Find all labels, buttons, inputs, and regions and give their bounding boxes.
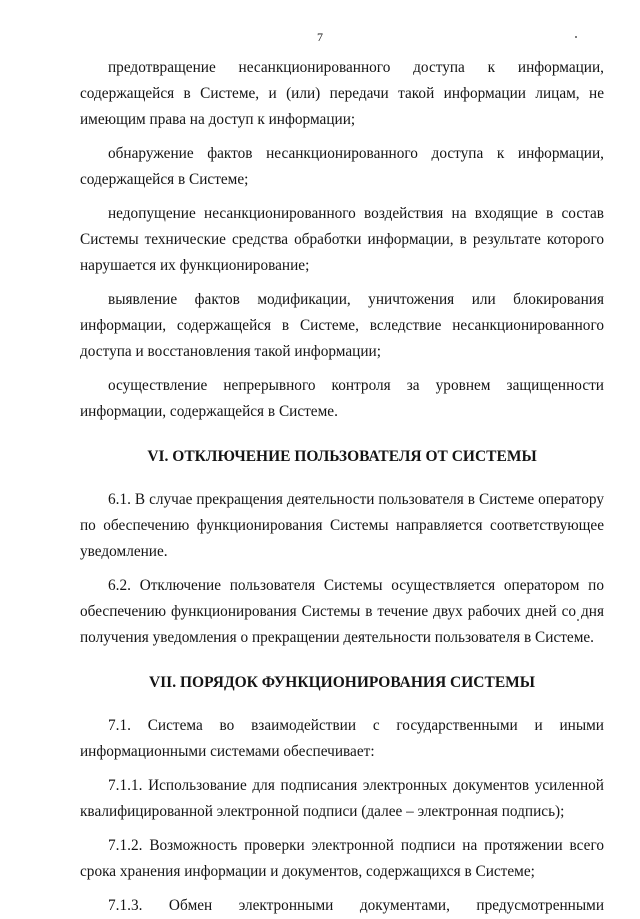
text-line: недопущение несанкционированного воздействия на входящие в состав	[108, 205, 604, 222]
document-body	[80, 55, 604, 919]
text-line: 6.2. Отключение пользователя Системы осуществляется оператором по	[108, 577, 604, 594]
text-line: уведомление.	[80, 543, 168, 560]
text-line: содержащейся в Системе;	[80, 171, 249, 188]
text-line: обеспечению функционирования Системы в течение двух рабочих дней со дня	[80, 603, 604, 620]
page-number: 7	[317, 30, 323, 44]
paragraph	[80, 287, 604, 365]
text-line: информации, содержащейся в Системе, вследствие несанкционированного	[80, 317, 604, 334]
text-line: срока хранения информации и документов, содержащихся в Системе;	[80, 863, 535, 880]
text-line: выявление фактов модификации, уничтожения или блокирования	[108, 291, 604, 308]
text-line: содержащейся в Системе, и (или) передачи такой информации лицам, не	[80, 85, 604, 102]
text-line: получения уведомления о прекращении деятельности пользователя в Системе.	[80, 629, 595, 646]
text-line: 7.1.1. Использование для подписания электронных документов усиленной	[108, 777, 604, 794]
section-heading: VI. ОТКЛЮЧЕНИЕ ПОЛЬЗОВАТЕЛЯ ОТ СИСТЕМЫ	[147, 448, 537, 465]
text-line: информационными системами обеспечивает:	[80, 743, 375, 760]
paragraph	[80, 487, 604, 565]
paragraph	[80, 893, 604, 919]
text-line: 7.1. Система во взаимодействии с государственными и иными	[108, 717, 604, 734]
text-line: осуществление непрерывного контроля за уровнем защищенности	[108, 377, 604, 394]
paragraph	[80, 773, 604, 825]
paragraph	[80, 573, 604, 651]
text-line: доступа и восстановления такой информации;	[80, 343, 381, 360]
text-line: предотвращение несанкционированного доступа к информации,	[108, 59, 604, 76]
text-line: по обеспечению функционирования Системы направляется соответствующее	[80, 517, 604, 534]
text-line: 6.1. В случае прекращения деятельности пользователя в Системе оператору	[108, 491, 604, 508]
text-line: 7.1.2. Возможность проверки электронной подписи на протяжении всего	[108, 837, 604, 854]
text-line: обнаружение фактов несанкционированного доступа к информации,	[108, 145, 604, 162]
paragraph	[80, 201, 604, 279]
text-line: квалифицированной электронной подписи (далее – электронная подпись);	[80, 803, 565, 820]
text-line: Системы технические средства обработки информации, в результате которого	[80, 231, 604, 248]
paragraph	[80, 713, 604, 765]
section-heading: VII. ПОРЯДОК ФУНКЦИОНИРОВАНИЯ СИСТЕМЫ	[148, 674, 536, 691]
paragraph	[80, 55, 604, 133]
scan-speck	[575, 36, 577, 38]
text-line: 7.1.3. Обмен электронными документами, предусмотренными	[108, 897, 604, 914]
text-line: информации, содержащейся в Системе.	[80, 403, 338, 420]
paragraph	[80, 833, 604, 885]
text-line: имеющим права на доступ к информации;	[80, 111, 356, 128]
paragraph	[80, 141, 604, 193]
text-line: нарушается их функционирование;	[80, 257, 310, 274]
paragraph	[80, 373, 604, 425]
